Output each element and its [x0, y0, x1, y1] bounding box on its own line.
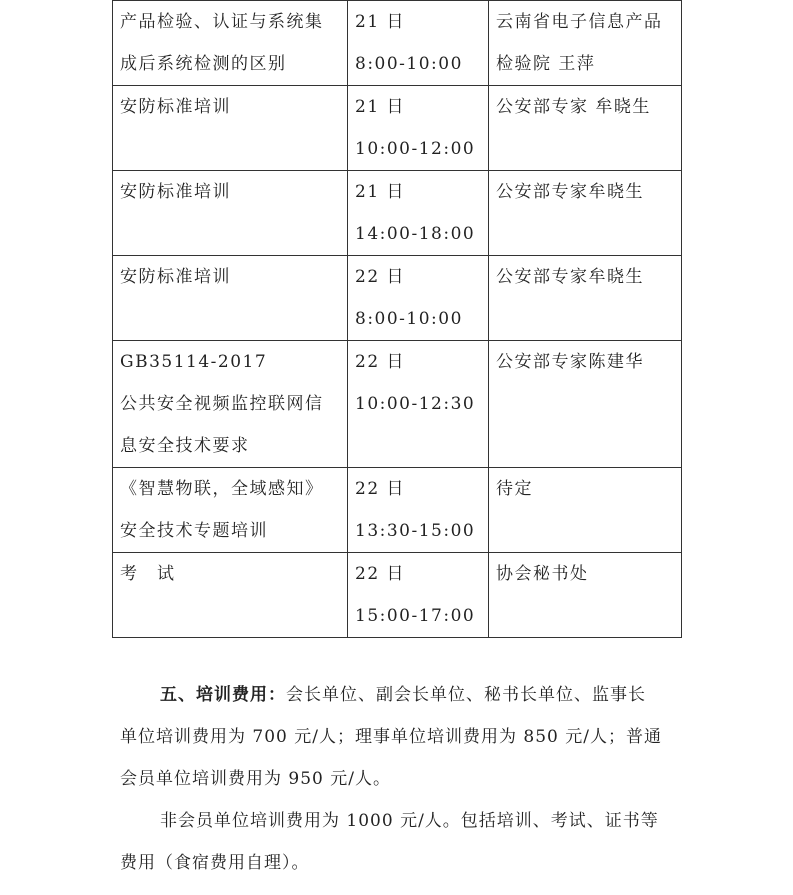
schedule-row	[113, 256, 682, 341]
topic-cell	[113, 553, 348, 638]
speaker-line: 公安部专家 牟晓生	[496, 97, 651, 117]
topic-cell	[113, 1, 348, 86]
speaker-cell	[489, 1, 682, 86]
speaker-cell	[489, 86, 682, 171]
schedule-table	[112, 0, 682, 638]
schedule-body	[113, 1, 682, 638]
time-line: 10:00-12:00	[355, 139, 476, 159]
speaker-cell	[489, 256, 682, 341]
fees-line5: 费用（食宿费用自理）。	[120, 853, 310, 873]
time-line: 22 日	[355, 564, 406, 584]
schedule-row	[113, 341, 682, 468]
topic-line: 安全技术专题培训	[120, 521, 268, 541]
topic-line: 公共安全视频监控联网信	[120, 394, 324, 414]
speaker-line: 公安部专家陈建华	[496, 352, 644, 372]
time-cell	[348, 171, 489, 256]
time-line: 10:00-12:30	[355, 394, 476, 414]
topic-cell	[113, 468, 348, 553]
time-cell	[348, 341, 489, 468]
time-cell	[348, 468, 489, 553]
time-cell	[348, 553, 489, 638]
time-line: 8:00-10:00	[355, 54, 463, 74]
topic-line: 产品检验、认证与系统集	[120, 12, 324, 32]
fees-line1: 会长单位、副会长单位、秘书长单位、监事长	[286, 685, 646, 705]
time-line: 22 日	[355, 267, 406, 287]
speaker-line: 待定	[496, 479, 533, 499]
schedule-row	[113, 171, 682, 256]
schedule-row	[113, 468, 682, 553]
topic-line: 《智慧物联，全域感知》	[120, 479, 324, 499]
fees-line3: 会员单位培训费用为 950 元/人。	[120, 769, 391, 789]
time-line: 8:00-10:00	[355, 309, 463, 329]
fees-line2: 单位培训费用为 700 元/人；理事单位培训费用为 850 元/人；普通	[120, 727, 662, 747]
time-cell	[348, 86, 489, 171]
speaker-cell	[489, 171, 682, 256]
topic-line: 安防标准培训	[120, 267, 231, 287]
schedule-row	[113, 553, 682, 638]
speaker-line: 公安部专家牟晓生	[496, 182, 644, 202]
speaker-cell	[489, 553, 682, 638]
topic-line: 安防标准培训	[120, 182, 231, 202]
time-line: 21 日	[355, 97, 406, 117]
speaker-line: 检验院 王萍	[496, 54, 596, 74]
speaker-line: 云南省电子信息产品	[496, 12, 663, 32]
topic-cell	[113, 86, 348, 171]
schedule-row	[113, 86, 682, 171]
topic-line: 息安全技术要求	[120, 436, 250, 456]
speaker-cell	[489, 468, 682, 553]
speaker-cell	[489, 341, 682, 468]
time-cell	[348, 1, 489, 86]
speaker-line: 协会秘书处	[496, 564, 589, 584]
time-line: 21 日	[355, 12, 406, 32]
time-line: 14:00-18:00	[355, 224, 476, 244]
topic-cell	[113, 256, 348, 341]
topic-cell	[113, 171, 348, 256]
topic-cell	[113, 341, 348, 468]
speaker-line: 公安部专家牟晓生	[496, 267, 644, 287]
fees-line4: 非会员单位培训费用为 1000 元/人。包括培训、考试、证书等	[160, 811, 659, 831]
schedule-row	[113, 1, 682, 86]
topic-line: 安防标准培训	[120, 97, 231, 117]
topic-line: 成后系统检测的区别	[120, 54, 287, 74]
fees-paragraph-line1	[120, 674, 675, 716]
topic-line: 考 试	[120, 564, 176, 584]
time-line: 21 日	[355, 182, 406, 202]
time-line: 15:00-17:00	[355, 606, 476, 626]
fees-heading: 五、培训费用：	[160, 685, 286, 705]
time-line: 13:30-15:00	[355, 521, 476, 541]
time-cell	[348, 256, 489, 341]
time-line: 22 日	[355, 352, 406, 372]
time-line: 22 日	[355, 479, 406, 499]
topic-line: GB35114-2017	[120, 352, 268, 372]
